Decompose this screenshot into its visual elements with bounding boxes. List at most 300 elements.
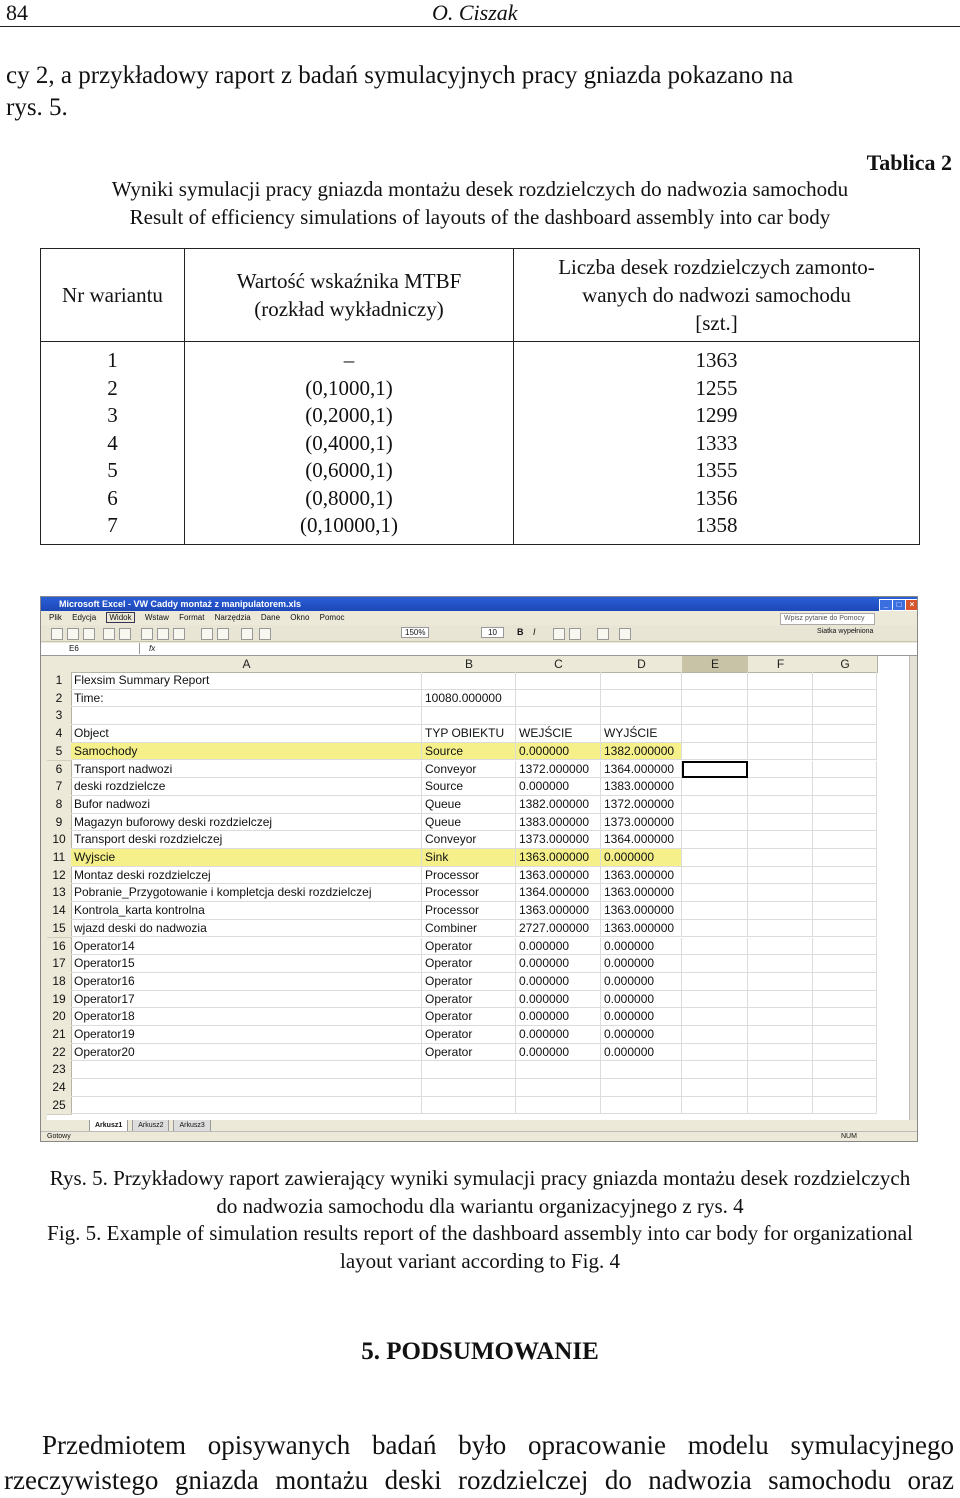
undo-icon[interactable]	[201, 628, 213, 640]
cell-g[interactable]	[813, 991, 877, 1009]
row-header[interactable]: 19	[47, 991, 72, 1010]
name-box[interactable]: E6	[41, 643, 140, 654]
vertical-scrollbar[interactable]	[909, 656, 918, 1120]
cell-d[interactable]: 0.000000	[601, 955, 682, 973]
cell-b[interactable]: Operator	[422, 1044, 516, 1062]
cell-d[interactable]: 1382.000000	[601, 743, 682, 761]
variant-column	[41, 342, 185, 545]
section-heading: 5. PODSUMOWANIE	[361, 1338, 599, 1365]
cell-g[interactable]	[813, 1079, 877, 1097]
cell-b[interactable]: Operator	[422, 955, 516, 973]
table-header-row	[41, 249, 920, 342]
cell-b[interactable]: Source	[422, 778, 516, 796]
row-header[interactable]: 21	[47, 1026, 72, 1045]
cell-e[interactable]	[682, 1097, 748, 1115]
conclusion-paragraph	[0, 1428, 960, 1498]
cell-c[interactable]	[516, 672, 601, 690]
cell-e[interactable]	[682, 1008, 748, 1026]
menu-view[interactable]: Widok	[106, 612, 134, 623]
row-header[interactable]: 9	[47, 814, 72, 833]
italic-icon[interactable]: I	[533, 627, 536, 637]
cell-f[interactable]	[748, 920, 813, 938]
cell-d[interactable]	[601, 707, 682, 725]
align-center-icon[interactable]	[569, 628, 581, 640]
cell-f[interactable]	[748, 973, 813, 991]
sheet-row	[47, 1008, 915, 1026]
cell-a[interactable]: Operator14	[71, 938, 422, 956]
cell-d[interactable]: 0.000000	[601, 938, 682, 956]
sheet-row	[47, 991, 915, 1009]
spreadsheet-grid[interactable]	[47, 656, 915, 1120]
cell-a[interactable]: Flexsim Summary Report	[71, 672, 422, 690]
cell-c[interactable]	[516, 1061, 601, 1079]
zoom-select[interactable]: 150%	[401, 627, 429, 638]
row-header[interactable]: 1	[47, 672, 72, 691]
cell-a[interactable]: Transport nadwozi	[71, 761, 422, 779]
cell-d[interactable]: 1364.000000	[601, 831, 682, 849]
cell-c[interactable]: 0.000000	[516, 1026, 601, 1044]
cell-e[interactable]	[682, 743, 748, 761]
cell-c[interactable]: 0.000000	[516, 938, 601, 956]
cell-d[interactable]: 1373.000000	[601, 814, 682, 832]
sheet-row	[47, 690, 915, 708]
cell-g[interactable]	[813, 867, 877, 885]
bold-icon[interactable]: B	[517, 627, 524, 637]
cell-e[interactable]	[682, 1026, 748, 1044]
menu-file[interactable]: Plik	[49, 613, 62, 622]
cell-b[interactable]: Conveyor	[422, 831, 516, 849]
row-header[interactable]: 20	[47, 1008, 72, 1027]
column-header-b[interactable]: B	[422, 656, 517, 673]
cell-e[interactable]	[682, 725, 748, 743]
row-header[interactable]: 16	[47, 938, 72, 957]
cell-d[interactable]: 0.000000	[601, 991, 682, 1009]
cell-e[interactable]	[682, 849, 748, 867]
running-header-author: O. Ciszak	[432, 0, 518, 25]
column-header-e[interactable]: E	[682, 656, 749, 673]
sheet-row	[47, 902, 915, 920]
cell-e[interactable]	[682, 938, 748, 956]
cell-d[interactable]: 0.000000	[601, 1026, 682, 1044]
cell-g[interactable]	[813, 672, 877, 690]
cell-f[interactable]	[748, 1026, 813, 1044]
cell-g[interactable]	[813, 1097, 877, 1115]
cell-e[interactable]	[682, 1044, 748, 1062]
cell-a[interactable]: Wyjscie	[71, 849, 422, 867]
count-column	[514, 342, 920, 545]
cell-a[interactable]: deski rozdzielcze	[71, 778, 422, 796]
sheet-row	[47, 707, 915, 725]
cell-c[interactable]: 0.000000	[516, 955, 601, 973]
row-header[interactable]: 2	[47, 690, 72, 709]
column-header-d[interactable]: D	[601, 656, 683, 673]
cell-f[interactable]	[748, 955, 813, 973]
cell-f[interactable]	[748, 884, 813, 902]
mtbf-cell: (0,10000,1)	[300, 513, 398, 537]
cell-e[interactable]	[682, 920, 748, 938]
cell-b[interactable]: Operator	[422, 991, 516, 1009]
cell-f[interactable]	[748, 761, 813, 779]
cell-c[interactable]: 1372.000000	[516, 761, 601, 779]
cell-f[interactable]	[748, 778, 813, 796]
cell-b[interactable]: Processor	[422, 867, 516, 885]
cell-g[interactable]	[813, 849, 877, 867]
save-icon[interactable]	[83, 628, 95, 640]
row-header[interactable]: 8	[47, 796, 72, 815]
cell-d[interactable]: 1363.000000	[601, 920, 682, 938]
cell-b[interactable]: Operator	[422, 1026, 516, 1044]
cell-g[interactable]	[813, 1061, 877, 1079]
cell-d[interactable]	[601, 672, 682, 690]
sheet-tab-2[interactable]: Arkusz2	[132, 1120, 169, 1132]
cell-c[interactable]	[516, 1097, 601, 1115]
mtbf-cell: (0,8000,1)	[305, 485, 393, 510]
cell-g[interactable]	[813, 814, 877, 832]
sheet-row	[47, 761, 915, 779]
cell-f[interactable]	[748, 814, 813, 832]
cell-b[interactable]: Conveyor	[422, 761, 516, 779]
row-header[interactable]: 13	[47, 884, 72, 903]
cell-a[interactable]: Samochody	[71, 743, 422, 761]
cell-g[interactable]	[813, 725, 877, 743]
sheet-row	[47, 1097, 915, 1115]
cell-g[interactable]	[813, 902, 877, 920]
cell-a[interactable]: wjazd deski do nadwozia	[71, 920, 422, 938]
row-header[interactable]: 14	[47, 902, 72, 921]
cell-a[interactable]: Montaz deski rozdzielczej	[71, 867, 422, 885]
close-icon[interactable]: ×	[905, 599, 918, 611]
count-cell: 1363	[695, 348, 738, 372]
cell-b[interactable]: Source	[422, 743, 516, 761]
count-cell: 1333	[695, 430, 738, 455]
cell-e[interactable]	[682, 902, 748, 920]
cell-a[interactable]: Kontrola_karta kontrolna	[71, 902, 422, 920]
borders-icon[interactable]	[597, 628, 609, 640]
status-ready: Gotowy	[47, 1133, 71, 1140]
cell-c[interactable]: 1364.000000	[516, 884, 601, 902]
cell-e[interactable]	[682, 796, 748, 814]
cell-c[interactable]: 0.000000	[516, 973, 601, 991]
sheet-row	[47, 920, 915, 938]
cell-d[interactable]: 1363.000000	[601, 902, 682, 920]
new-file-icon[interactable]	[51, 628, 63, 640]
cell-b[interactable]: Combiner	[422, 920, 516, 938]
cell-a[interactable]: Operator17	[71, 991, 422, 1009]
cell-b[interactable]: Processor	[422, 884, 516, 902]
cell-a[interactable]: Operator15	[71, 955, 422, 973]
cell-f[interactable]	[748, 1097, 813, 1115]
status-num: NUM	[841, 1133, 857, 1140]
row-header[interactable]: 11	[47, 849, 72, 868]
redo-icon[interactable]	[217, 628, 229, 640]
cell-c[interactable]: 2727.000000	[516, 920, 601, 938]
cell-e[interactable]	[682, 778, 748, 796]
column-header-a[interactable]: A	[71, 656, 423, 673]
cell-a[interactable]: Transport deski rozdzielczej	[71, 831, 422, 849]
cell-f[interactable]	[748, 991, 813, 1009]
fill-grid-label[interactable]: Siatka wypełniona	[817, 628, 874, 635]
count-cell: 1358	[695, 513, 738, 537]
menu-edit[interactable]: Edycja	[72, 613, 97, 622]
sheet-row	[47, 867, 915, 885]
cell-a[interactable]	[71, 1097, 422, 1115]
sheet-row	[47, 814, 915, 832]
cut-icon[interactable]	[141, 628, 153, 640]
fx-icon[interactable]: fx	[149, 644, 156, 653]
sort-icon[interactable]	[259, 628, 271, 640]
cell-a[interactable]: Time:	[71, 690, 422, 708]
mtbf-cell: (0,6000,1)	[305, 458, 393, 482]
cell-d[interactable]: 1364.000000	[601, 761, 682, 779]
menu-format[interactable]: Format	[179, 613, 205, 622]
row-header[interactable]: 22	[47, 1044, 72, 1063]
copy-icon[interactable]	[157, 628, 169, 640]
row-header[interactable]: 10	[47, 831, 72, 850]
cell-c[interactable]: 0.000000	[516, 1008, 601, 1026]
cell-a[interactable]: Operator19	[71, 1026, 422, 1044]
cell-f[interactable]	[748, 831, 813, 849]
menu-help[interactable]: Pomoc	[319, 613, 345, 622]
cell-e[interactable]	[682, 707, 748, 725]
cell-g[interactable]	[813, 690, 877, 708]
cell-e[interactable]	[682, 884, 748, 902]
row-header[interactable]: 12	[47, 867, 72, 886]
sheet-tab-3[interactable]: Arkusz3	[173, 1120, 210, 1132]
cell-b[interactable]: Processor	[422, 902, 516, 920]
count-cell: 1255	[695, 375, 738, 400]
header-count	[514, 249, 920, 342]
open-file-icon[interactable]	[67, 628, 79, 640]
variant-cell: 3	[107, 403, 118, 427]
paste-icon[interactable]	[173, 628, 185, 640]
cell-b[interactable]: Sink	[422, 849, 516, 867]
cell-b[interactable]	[422, 1061, 516, 1079]
cell-b[interactable]	[422, 707, 516, 725]
cell-b[interactable]: Operator	[422, 973, 516, 991]
cell-g[interactable]	[813, 1044, 877, 1062]
sheet-row	[47, 884, 915, 902]
cell-a[interactable]: Pobranie_Przygotowanie i kompletcja deski rozdzielczej	[71, 884, 422, 902]
cell-g[interactable]	[813, 1026, 877, 1044]
selected-cell[interactable]	[682, 761, 748, 779]
column-header-c[interactable]: C	[516, 656, 602, 673]
variant-cell: 2	[107, 375, 118, 400]
cell-f[interactable]	[748, 1079, 813, 1097]
cell-c[interactable]: 1363.000000	[516, 849, 601, 867]
cell-a[interactable]: Magazyn buforowy deski rozdzielczej	[71, 814, 422, 832]
cell-f[interactable]	[748, 1044, 813, 1062]
cell-e[interactable]	[682, 991, 748, 1009]
cell-g[interactable]	[813, 920, 877, 938]
header-mtbf	[185, 249, 514, 342]
cell-c[interactable]	[516, 690, 601, 708]
cell-f[interactable]	[748, 743, 813, 761]
variant-cell: 6	[107, 485, 118, 510]
sum-icon[interactable]	[241, 628, 253, 640]
cell-e[interactable]	[682, 814, 748, 832]
cell-g[interactable]	[813, 955, 877, 973]
row-header[interactable]: 18	[47, 973, 72, 992]
row-header[interactable]: 6	[47, 761, 72, 780]
cell-g[interactable]	[813, 761, 877, 779]
cell-a[interactable]: Operator20	[71, 1044, 422, 1062]
cell-a[interactable]	[71, 1079, 422, 1097]
cell-d[interactable]: 0.000000	[601, 849, 682, 867]
cell-f[interactable]	[748, 867, 813, 885]
cell-f[interactable]	[748, 725, 813, 743]
row-header[interactable]: 25	[47, 1097, 72, 1116]
cell-e[interactable]	[682, 955, 748, 973]
cell-g[interactable]	[813, 707, 877, 725]
cell-g[interactable]	[813, 743, 877, 761]
cell-f[interactable]	[748, 707, 813, 725]
cell-d[interactable]: 0.000000	[601, 1008, 682, 1026]
row-header[interactable]: 4	[47, 725, 72, 744]
fill-color-icon[interactable]	[619, 628, 631, 640]
cell-b[interactable]: Queue	[422, 796, 516, 814]
page-number: 84	[6, 0, 28, 25]
column-header-g[interactable]: G	[813, 656, 878, 673]
cell-d[interactable]: 1383.000000	[601, 778, 682, 796]
cell-c[interactable]: 1363.000000	[516, 867, 601, 885]
cell-c[interactable]: 0.000000	[516, 991, 601, 1009]
cell-a[interactable]: Bufor nadwozi	[71, 796, 422, 814]
cell-d[interactable]	[601, 1079, 682, 1097]
cell-f[interactable]	[748, 849, 813, 867]
cell-f[interactable]	[748, 902, 813, 920]
cell-f[interactable]	[748, 1061, 813, 1079]
cell-c[interactable]: 0.000000	[516, 743, 601, 761]
cell-g[interactable]	[813, 778, 877, 796]
row-header[interactable]: 15	[47, 920, 72, 939]
font-size-select[interactable]: 10	[481, 627, 504, 638]
sheet-row	[47, 778, 915, 796]
select-all-corner[interactable]	[47, 656, 72, 673]
count-cell: 1356	[695, 485, 738, 510]
cell-e[interactable]	[682, 867, 748, 885]
cell-e[interactable]	[682, 690, 748, 708]
cell-c[interactable]: 1373.000000	[516, 831, 601, 849]
cell-d[interactable]	[601, 690, 682, 708]
align-left-icon[interactable]	[553, 628, 565, 640]
variant-cell: 5	[107, 458, 118, 482]
row-header[interactable]: 3	[47, 707, 72, 726]
sheet-row	[47, 938, 915, 956]
cell-c[interactable]	[516, 707, 601, 725]
cell-f[interactable]	[748, 796, 813, 814]
cell-d[interactable]: 1372.000000	[601, 796, 682, 814]
cell-g[interactable]	[813, 938, 877, 956]
cell-c[interactable]: 1382.000000	[516, 796, 601, 814]
preview-icon[interactable]	[119, 628, 131, 640]
print-icon[interactable]	[103, 628, 115, 640]
row-header[interactable]: 23	[47, 1061, 72, 1080]
sheet-row	[47, 973, 915, 991]
cell-g[interactable]	[813, 796, 877, 814]
header-variant: Nr wariantu	[41, 249, 185, 342]
cell-a[interactable]: Object	[71, 725, 422, 743]
sheet-row	[47, 1061, 915, 1079]
help-search-input[interactable]: Wpisz pytanie do Pomocy	[780, 613, 875, 625]
cell-g[interactable]	[813, 831, 877, 849]
cell-e[interactable]	[682, 831, 748, 849]
cell-e[interactable]	[682, 1061, 748, 1079]
variant-cell: 7	[107, 513, 118, 537]
cell-b[interactable]: Operator	[422, 1008, 516, 1026]
cell-a[interactable]	[71, 707, 422, 725]
cell-g[interactable]	[813, 1008, 877, 1026]
menu-insert[interactable]: Wstaw	[144, 613, 169, 622]
cell-c[interactable]: 1383.000000	[516, 814, 601, 832]
cell-d[interactable]	[601, 1097, 682, 1115]
menu-data[interactable]: Dane	[260, 613, 281, 622]
figure-caption-en-2: layout variant according to Fig. 4	[340, 1249, 620, 1273]
cell-f[interactable]	[748, 938, 813, 956]
mtbf-cell: (0,2000,1)	[305, 403, 393, 427]
cell-g[interactable]	[813, 884, 877, 902]
cell-b[interactable]: Queue	[422, 814, 516, 832]
row-header[interactable]: 24	[47, 1079, 72, 1098]
figure-caption-en-1: Fig. 5. Example of simulation results report of the dashboard assembly into car body for organizational	[47, 1221, 913, 1245]
cell-d[interactable]: WYJŚCIE	[601, 725, 682, 743]
sheet-row	[47, 1044, 915, 1062]
cell-d[interactable]: 1363.000000	[601, 867, 682, 885]
cell-b[interactable]	[422, 672, 516, 690]
row-header[interactable]: 5	[47, 743, 72, 762]
sheet-row	[47, 725, 915, 743]
cell-e[interactable]	[682, 973, 748, 991]
cell-b[interactable]	[422, 1097, 516, 1115]
cell-d[interactable]: 1363.000000	[601, 884, 682, 902]
header-mtbf-line1: Wartość wskaźnika MTBF	[236, 269, 462, 293]
cell-c[interactable]	[516, 1079, 601, 1097]
figure-caption-pl-2: do nadwozia samochodu dla wariantu organizacyjnego z rys. 4	[216, 1194, 744, 1218]
mtbf-column	[185, 342, 514, 545]
sheet-tab-1[interactable]: Arkusz1	[89, 1120, 128, 1132]
cell-b[interactable]: Operator	[422, 938, 516, 956]
cell-b[interactable]: 10080.000000	[422, 690, 516, 708]
row-header[interactable]: 17	[47, 955, 72, 974]
minimize-icon[interactable]: _	[879, 599, 893, 611]
cell-f[interactable]	[748, 672, 813, 690]
cell-g[interactable]	[813, 973, 877, 991]
cell-e[interactable]	[682, 672, 748, 690]
intro-line-2: rys. 5.	[6, 94, 68, 121]
cell-c[interactable]: 0.000000	[516, 778, 601, 796]
cell-f[interactable]	[748, 1008, 813, 1026]
cell-e[interactable]	[682, 1079, 748, 1097]
cell-c[interactable]: 1363.000000	[516, 902, 601, 920]
cell-f[interactable]	[748, 690, 813, 708]
column-header-f[interactable]: F	[748, 656, 814, 673]
cell-b[interactable]: TYP OBIEKTU	[422, 725, 516, 743]
cell-c[interactable]: 0.000000	[516, 1044, 601, 1062]
cell-a[interactable]: Operator18	[71, 1008, 422, 1026]
cell-c[interactable]: WEJŚCIE	[516, 725, 601, 743]
menu-tools[interactable]: Narzędzia	[214, 613, 251, 622]
cell-d[interactable]	[601, 1061, 682, 1079]
cell-b[interactable]	[422, 1079, 516, 1097]
cell-a[interactable]	[71, 1061, 422, 1079]
row-header[interactable]: 7	[47, 778, 72, 797]
variant-cell: 4	[107, 430, 118, 455]
menu-window[interactable]: Okno	[290, 613, 310, 622]
maximize-icon[interactable]: □	[892, 599, 906, 611]
cell-d[interactable]: 0.000000	[601, 973, 682, 991]
cell-a[interactable]: Operator16	[71, 973, 422, 991]
conclusion-line-1: Przedmiotem opisywanych badań było opracowanie modelu symulacyjnego	[42, 1430, 954, 1460]
cell-d[interactable]: 0.000000	[601, 1044, 682, 1062]
